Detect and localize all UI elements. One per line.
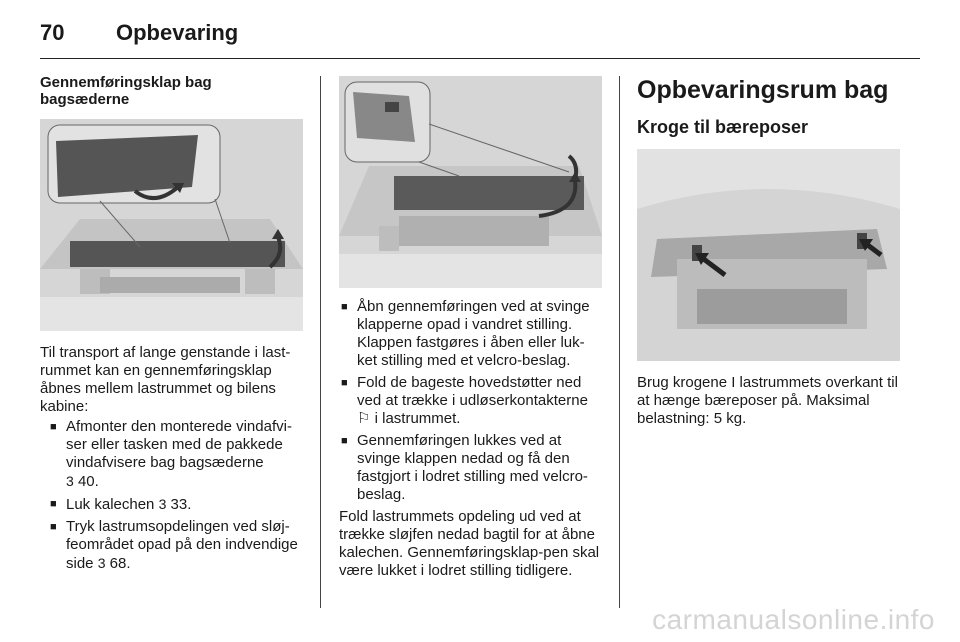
header-divider: [40, 58, 920, 59]
instruction-list: [48, 418, 305, 573]
column-rear-storage: [637, 74, 902, 428]
bag-hooks-illustration: [637, 149, 900, 361]
intro-paragraph: Til transport af lange genstande i last-rummet kan en gennemføringsklap åbnes mellem lastrummet og bilens kabine:: [40, 344, 291, 415]
column-open-hatch: [339, 76, 604, 580]
reference-arrow-icon: 3: [97, 555, 106, 571]
section-heading-pass-through: Gennemføringsklap bag bagsæderne: [40, 74, 212, 108]
list-item: ■ Åbn gennemføringen ved at svinge klapperne opad i vandret stilling. Klappen fastgøres i åben eller luk-ket stilling med et velcro-beslag.: [339, 298, 604, 370]
figure-pass-through-hatch: [40, 119, 303, 331]
instruction-list: [339, 298, 604, 504]
figure-open-hatch: [339, 76, 602, 288]
list-item: ■ Tryk lastrumsopdelingen ved sløj-feområdet opad på den indvendige side 3 68.: [48, 518, 305, 573]
trunk-hatch-illustration: [40, 119, 303, 331]
page-reference: 40.: [77, 473, 99, 490]
closing-paragraph: Fold lastrummets opdeling ud ved at trække sløjfen nedad bagtil for at åbne kalechen. Gennemføringsklap-pen skal være lukket i lodret stilling tidligere.: [339, 508, 600, 579]
reference-arrow-icon: 3: [158, 496, 167, 512]
list-item: ■ Fold de bageste hovedstøtter ned ved at trække i udløserkontakterne ⚐ i lastrummet.: [339, 374, 604, 428]
page-reference: 33.: [170, 496, 192, 513]
bag-hooks-paragraph: Brug krogene I lastrummets overkant til at hænge bæreposer på. Maksimal belastning: 5 kg.: [637, 374, 898, 427]
section-heading-rear-storage: Opbevaringsrum bag: [637, 76, 889, 104]
watermark: carmanualsonline.info: [652, 604, 935, 635]
open-hatch-illustration: [339, 76, 602, 288]
reference-arrow-icon: 3: [66, 473, 74, 489]
list-item: ■ Luk kalechen 3 33.: [48, 495, 305, 514]
page-number: 70: [40, 20, 65, 45]
column-divider-right: [619, 76, 620, 608]
headrest-release-icon: ⚐: [357, 410, 371, 427]
page-header: [40, 18, 920, 58]
subheading-bag-hooks: Kroge til bæreposer: [637, 117, 809, 137]
page-reference: 68.: [109, 555, 131, 572]
list-item: ■ Gennemføringen lukkes ved at svinge klappen nedad og få den fastgjort i lodret stilling med velcro-beslag.: [339, 432, 604, 504]
column-divider-left: [320, 76, 321, 608]
figure-bag-hooks: [637, 149, 900, 361]
column-pass-through-hatch: [40, 74, 305, 577]
page-title: Opbevaring: [116, 20, 239, 45]
list-item: ■ Afmonter den monterede vindafvi-ser eller tasken med de pakkede vindafvisere bag bagsæderne 3 40.: [48, 418, 305, 491]
